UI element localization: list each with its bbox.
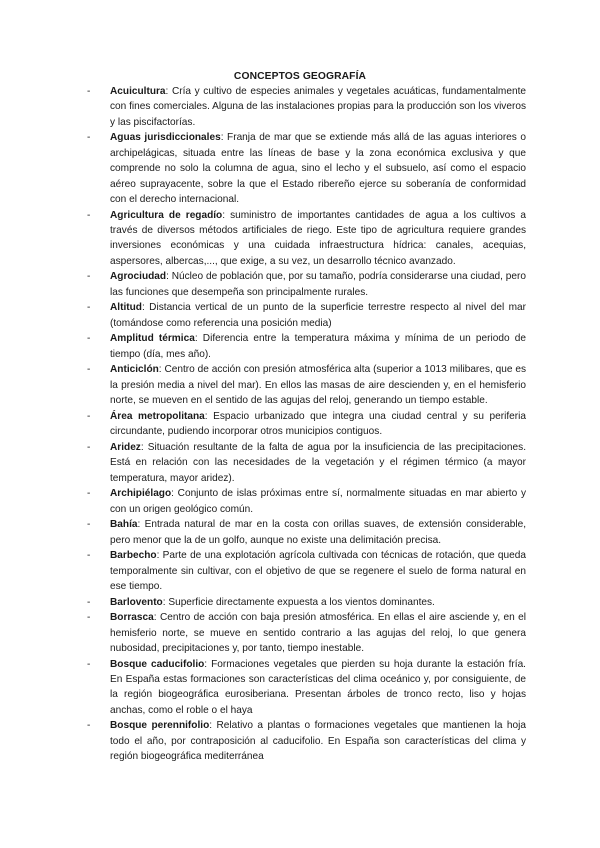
concept-definition: : Distancia vertical de un punto de la superficie terrestre respecto al nivel del mar (tomándose como referencia una posición media) [110, 302, 526, 329]
concept-term: Agricultura de regadío [110, 209, 223, 221]
bullet-dash: - [87, 209, 91, 221]
concept-entry [87, 517, 526, 548]
concept-entry [87, 718, 526, 764]
bullet-dash: - [87, 550, 91, 562]
concept-term: Bosque caducifolio [110, 658, 205, 670]
bullet-dash: - [87, 441, 91, 453]
concept-definition: : suministro de importantes cantidades de agua a los cultivos a través de diversos métodos artificiales de riego. Este tipo de agricultura requiere grandes inversiones económicas y una cuidada infraestructura hídrica: canales, acequias, aspersores, albercas,..., que exige, a su vez, un desarrollo técnico avanzado. [110, 209, 526, 267]
bullet-dash: - [87, 333, 91, 345]
concept-term: Borrasca [110, 612, 154, 624]
concept-term: Bosque perennifolio [110, 720, 210, 732]
concept-term: Aridez [110, 441, 141, 453]
concept-definition: : Conjunto de islas próximas entre sí, normalmente situadas en mar abierto y con un origen geológico común. [110, 488, 526, 515]
bullet-dash: - [87, 612, 91, 624]
concept-term: Anticiclón [110, 364, 159, 376]
concept-term: Bahía [110, 519, 138, 531]
concept-entry [87, 548, 526, 594]
bullet-dash: - [87, 410, 91, 422]
concept-term: Aguas jurisdiccionales [110, 132, 221, 144]
concept-entry [87, 440, 526, 486]
concept-definition: : Formaciones vegetales que pierden su hoja durante la estación fría. En España estas formaciones son características del clima oceánico y, por consiguiente, de la región biogeográfica eurosiberiana. Presentan árboles de tronco recto, liso y hojas anchas, como el roble o el haya [110, 658, 526, 716]
concept-entry [87, 362, 526, 408]
concept-entry [87, 331, 526, 362]
concept-term: Agrociudad [110, 271, 167, 283]
concept-term: Altitud [110, 302, 142, 314]
concept-entry [87, 486, 526, 517]
concept-entry [87, 84, 526, 130]
concept-term: Acuicultura [110, 86, 166, 97]
bullet-dash: - [87, 271, 91, 283]
concept-definition: : Núcleo de población que, por su tamaño, podría considerarse una ciudad, pero las funciones que desempeña son principalmente rurales. [110, 271, 526, 298]
concept-definition: : Cría y cultivo de especies animales y vegetales acuáticas, fundamentalmente con fines comerciales. Alguna de las instalaciones propias para la producción son los viveros y las piscifactorías. [110, 86, 526, 128]
bullet-dash: - [87, 302, 91, 314]
bullet-dash: - [87, 720, 91, 732]
concept-entry [87, 208, 526, 270]
concept-definition: : Centro de acción con baja presión atmosférica. En ellas el aire asciende y, en el hemisferio norte, se mueve en sentido contrario a las agujas del reloj, lo que genera nubosidad, precipitaciones y, por tanto, tiempo inestable. [110, 612, 526, 655]
bullet-dash: - [87, 488, 91, 500]
concept-definition: : Diferencia entre la temperatura máxima y mínima de un periodo de tiempo (día, mes año). [110, 333, 526, 360]
bullet-dash: - [87, 132, 91, 144]
concept-term: Barbecho [110, 550, 157, 562]
concept-term: Archipiélago [110, 488, 172, 500]
document-title: CONCEPTOS GEOGRAFÍA [233, 71, 367, 82]
concept-entry [87, 657, 526, 719]
concept-term: Amplitud térmica [110, 333, 195, 345]
bullet-dash: - [87, 86, 91, 97]
concept-definition: : Espacio urbanizado que integra una ciudad central y su periferia circundante, pudiendo incorporar otros municipios contiguos. [110, 410, 526, 438]
bullet-dash: - [87, 364, 91, 376]
concept-entry [87, 610, 526, 656]
concept-definition: : Centro de acción con presión atmosférica alta (superior a 1013 milibares, que es la presión media a nivel del mar). En ellos las masas de aire descienden y, en el hemisferio norte, se mueven en el sentido de las agujas del reloj, generando un tiempo estable. [110, 364, 526, 407]
concept-definition: : Relativo a plantas o formaciones vegetales que mantienen la hoja todo el año, por contraposición al caducifolio. En España son características del clima y región biogeográfica mediterránea [110, 720, 526, 763]
concept-entry [87, 595, 526, 610]
concept-definition: : Franja de mar que se extiende más allá de las aguas interiores o archipelágicas, situada entre las líneas de base y la zona económica exclusiva y que comprende no solo la columna de agua, sino el lecho y el subsuelo, así como el espacio aéreo suprayacente, sobre la que el Estado ribereño ejerce su soberanía de conformidad con el derecho internacional. [110, 132, 526, 206]
concept-entry [87, 409, 526, 440]
concept-entry [87, 130, 526, 207]
concept-definition: : Parte de una explotación agrícola cultivada con técnicas de rotación, que queda temporalmente sin cultivar, con el objetivo de que se regenere el suelo de forma natural en ese tiempo. [110, 550, 526, 593]
concept-definition: : Entrada natural de mar en la costa con orillas suaves, de extensión considerable, pero menor que la de un golfo, aunque no existe una delimitación precisa. [110, 519, 526, 546]
concept-definition: : Situación resultante de la falta de agua por la insuficiencia de las precipitaciones. Está en relación con las necesidades de la vegetación y el régimen térmico (a mayor temperatura, mayor aridez). [110, 441, 526, 484]
concept-definition: : Superficie directamente expuesta a los vientos dominantes. [162, 596, 435, 608]
concept-term: Barlovento [110, 596, 163, 608]
concept-list [87, 84, 526, 765]
concept-entry [87, 269, 526, 300]
bullet-dash: - [87, 519, 91, 531]
bullet-dash: - [87, 596, 91, 608]
bullet-dash: - [87, 658, 91, 670]
concept-term: Área metropolitana [110, 410, 205, 422]
concept-entry [87, 300, 526, 331]
